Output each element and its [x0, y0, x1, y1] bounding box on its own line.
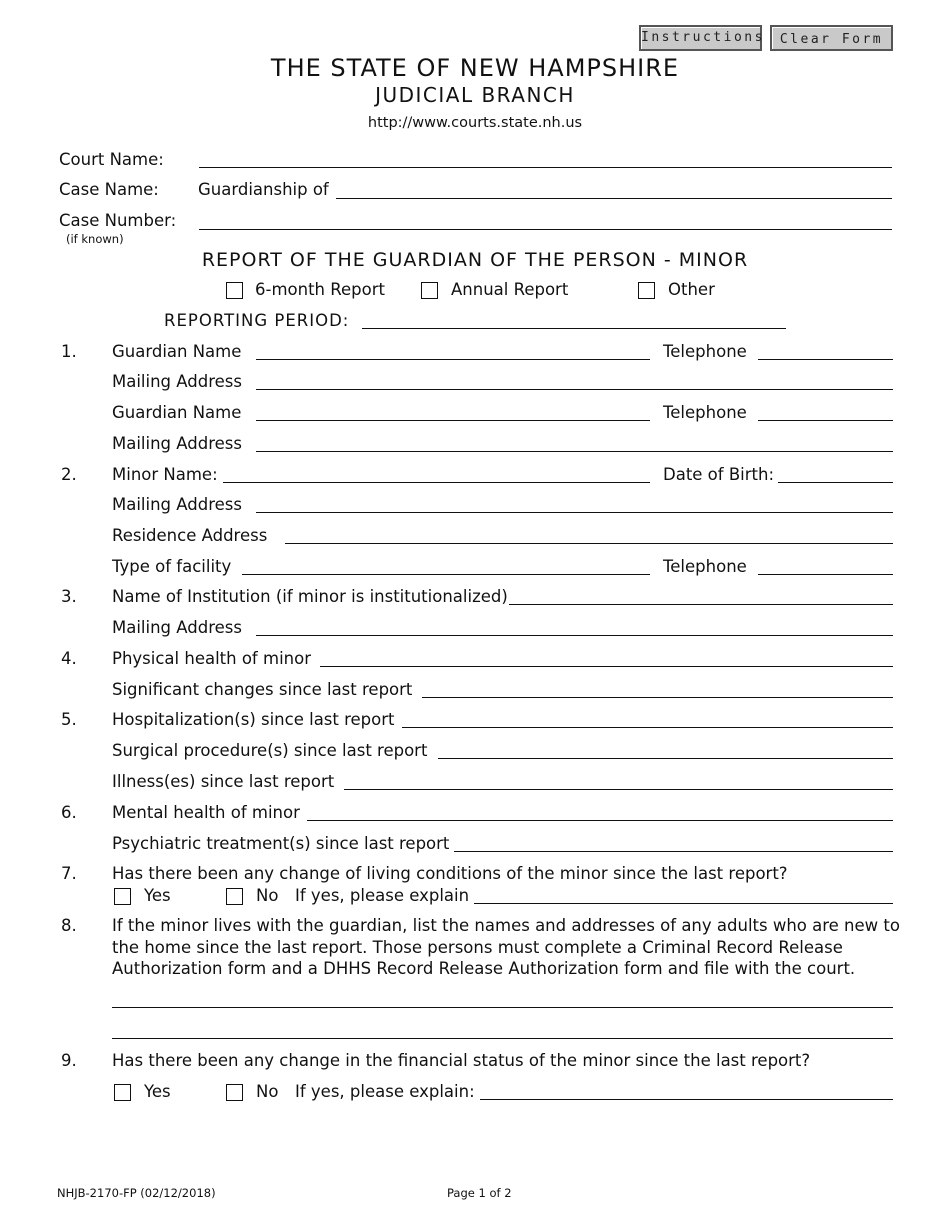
financial-no-checkbox[interactable] — [226, 1084, 243, 1101]
physical-health-label: Physical health of minor — [112, 649, 311, 668]
living-no-label: No — [256, 886, 279, 905]
new-adults-text-1: If the minor lives with the guardian, list the names and addresses of any adults who are new to — [112, 916, 900, 935]
clear-form-button[interactable]: Clear Form — [770, 25, 893, 51]
guardian-name-label-1: Guardian Name — [112, 342, 242, 361]
dob-label: Date of Birth: — [663, 465, 775, 484]
living-conditions-question: Has there been any change of living conditions of the minor since the last report? — [112, 864, 788, 883]
living-yes-checkbox[interactable] — [114, 888, 131, 905]
illness-field[interactable] — [344, 789, 893, 790]
living-explain-label: If yes, please explain — [295, 886, 470, 905]
other-checkbox[interactable] — [638, 282, 655, 299]
hospitalization-field[interactable] — [402, 727, 893, 728]
new-adults-text-3: Authorization form and a DHHS Record Release Authorization form and file with the court. — [112, 959, 856, 978]
branch-heading: JUDICIAL BRANCH — [375, 83, 575, 107]
page-number: Page 1 of 2 — [447, 1186, 512, 1200]
if-known-note: (if known) — [66, 232, 124, 246]
living-explain-field[interactable] — [474, 903, 893, 904]
section-6-number: 6. — [61, 803, 77, 822]
institution-label: Name of Institution (if minor is institutionalized) — [112, 587, 508, 606]
guardianship-label: Guardianship of — [198, 180, 329, 199]
new-adults-field-1[interactable] — [112, 1007, 893, 1008]
institution-address-field[interactable] — [256, 635, 893, 636]
institution-address-label: Mailing Address — [112, 618, 242, 637]
physical-health-field[interactable] — [320, 666, 893, 667]
surgical-field[interactable] — [438, 758, 893, 759]
facility-type-label: Type of facility — [112, 557, 232, 576]
instructions-button[interactable]: Instructions — [639, 25, 762, 51]
financial-no-label: No — [256, 1082, 279, 1101]
telephone-label-2: Telephone — [663, 403, 747, 422]
mailing-address-label-2: Mailing Address — [112, 434, 242, 453]
financial-question: Has there been any change in the financial status of the minor since the last report? — [112, 1051, 811, 1070]
guardian-name-label-2: Guardian Name — [112, 403, 242, 422]
section-3-number: 3. — [61, 587, 77, 606]
section-5-number: 5. — [61, 710, 77, 729]
financial-explain-label: If yes, please explain: — [295, 1082, 475, 1101]
mental-health-label: Mental health of minor — [112, 803, 300, 822]
mailing-address-field-2[interactable] — [256, 451, 893, 452]
court-name-label: Court Name: — [59, 150, 164, 169]
minor-mailing-address-label: Mailing Address — [112, 495, 242, 514]
six-month-label: 6-month Report — [255, 280, 385, 299]
surgical-label: Surgical procedure(s) since last report — [112, 741, 428, 760]
section-4-number: 4. — [61, 649, 77, 668]
new-adults-field-2[interactable] — [112, 1038, 893, 1039]
dob-field[interactable] — [778, 482, 893, 483]
court-url: http://www.courts.state.nh.us — [367, 115, 583, 131]
living-yes-label: Yes — [144, 886, 171, 905]
annual-checkbox[interactable] — [421, 282, 438, 299]
six-month-checkbox[interactable] — [226, 282, 243, 299]
form-id: NHJB-2170-FP (02/12/2018) — [57, 1186, 216, 1200]
facility-type-field[interactable] — [242, 574, 650, 575]
psychiatric-field[interactable] — [454, 851, 893, 852]
residence-address-label: Residence Address — [112, 526, 268, 545]
minor-name-label: Minor Name: — [112, 465, 218, 484]
facility-telephone-label: Telephone — [663, 557, 747, 576]
institution-field[interactable] — [509, 604, 893, 605]
section-7-number: 7. — [61, 864, 77, 883]
facility-telephone-field[interactable] — [758, 574, 893, 575]
mailing-address-label-1: Mailing Address — [112, 372, 242, 391]
new-adults-text-2: the home since the last report. Those persons must complete a Criminal Record Release — [112, 938, 843, 957]
reporting-period-label: REPORTING PERIOD: — [164, 311, 350, 330]
financial-yes-label: Yes — [144, 1082, 171, 1101]
guardianship-field[interactable] — [336, 198, 892, 199]
case-name-label: Case Name: — [59, 180, 159, 199]
state-heading: THE STATE OF NEW HAMPSHIRE — [270, 54, 680, 82]
section-1-number: 1. — [61, 342, 77, 361]
living-no-checkbox[interactable] — [226, 888, 243, 905]
guardian-name-field-1[interactable] — [256, 359, 650, 360]
residence-address-field[interactable] — [285, 543, 893, 544]
hospitalization-label: Hospitalization(s) since last report — [112, 710, 395, 729]
case-number-label: Case Number: — [59, 211, 177, 230]
section-2-number: 2. — [61, 465, 77, 484]
financial-yes-checkbox[interactable] — [114, 1084, 131, 1101]
telephone-field-2[interactable] — [758, 420, 893, 421]
minor-mailing-address-field[interactable] — [256, 512, 893, 513]
psychiatric-label: Psychiatric treatment(s) since last report — [112, 834, 450, 853]
illness-label: Illness(es) since last report — [112, 772, 335, 791]
telephone-field-1[interactable] — [758, 359, 893, 360]
court-name-field[interactable] — [199, 167, 892, 168]
form-title: REPORT OF THE GUARDIAN OF THE PERSON - MINOR — [201, 249, 749, 271]
other-label: Other — [668, 280, 715, 299]
mental-health-field[interactable] — [307, 820, 893, 821]
mailing-address-field-1[interactable] — [256, 389, 893, 390]
telephone-label-1: Telephone — [663, 342, 747, 361]
annual-label: Annual Report — [451, 280, 569, 299]
case-number-field[interactable] — [199, 229, 892, 230]
minor-name-field[interactable] — [223, 482, 650, 483]
significant-changes-label: Significant changes since last report — [112, 680, 413, 699]
significant-changes-field[interactable] — [422, 697, 893, 698]
financial-explain-field[interactable] — [480, 1099, 893, 1100]
section-8-number: 8. — [61, 916, 77, 935]
section-9-number: 9. — [61, 1051, 77, 1070]
reporting-period-field[interactable] — [362, 328, 786, 329]
guardian-name-field-2[interactable] — [256, 420, 650, 421]
